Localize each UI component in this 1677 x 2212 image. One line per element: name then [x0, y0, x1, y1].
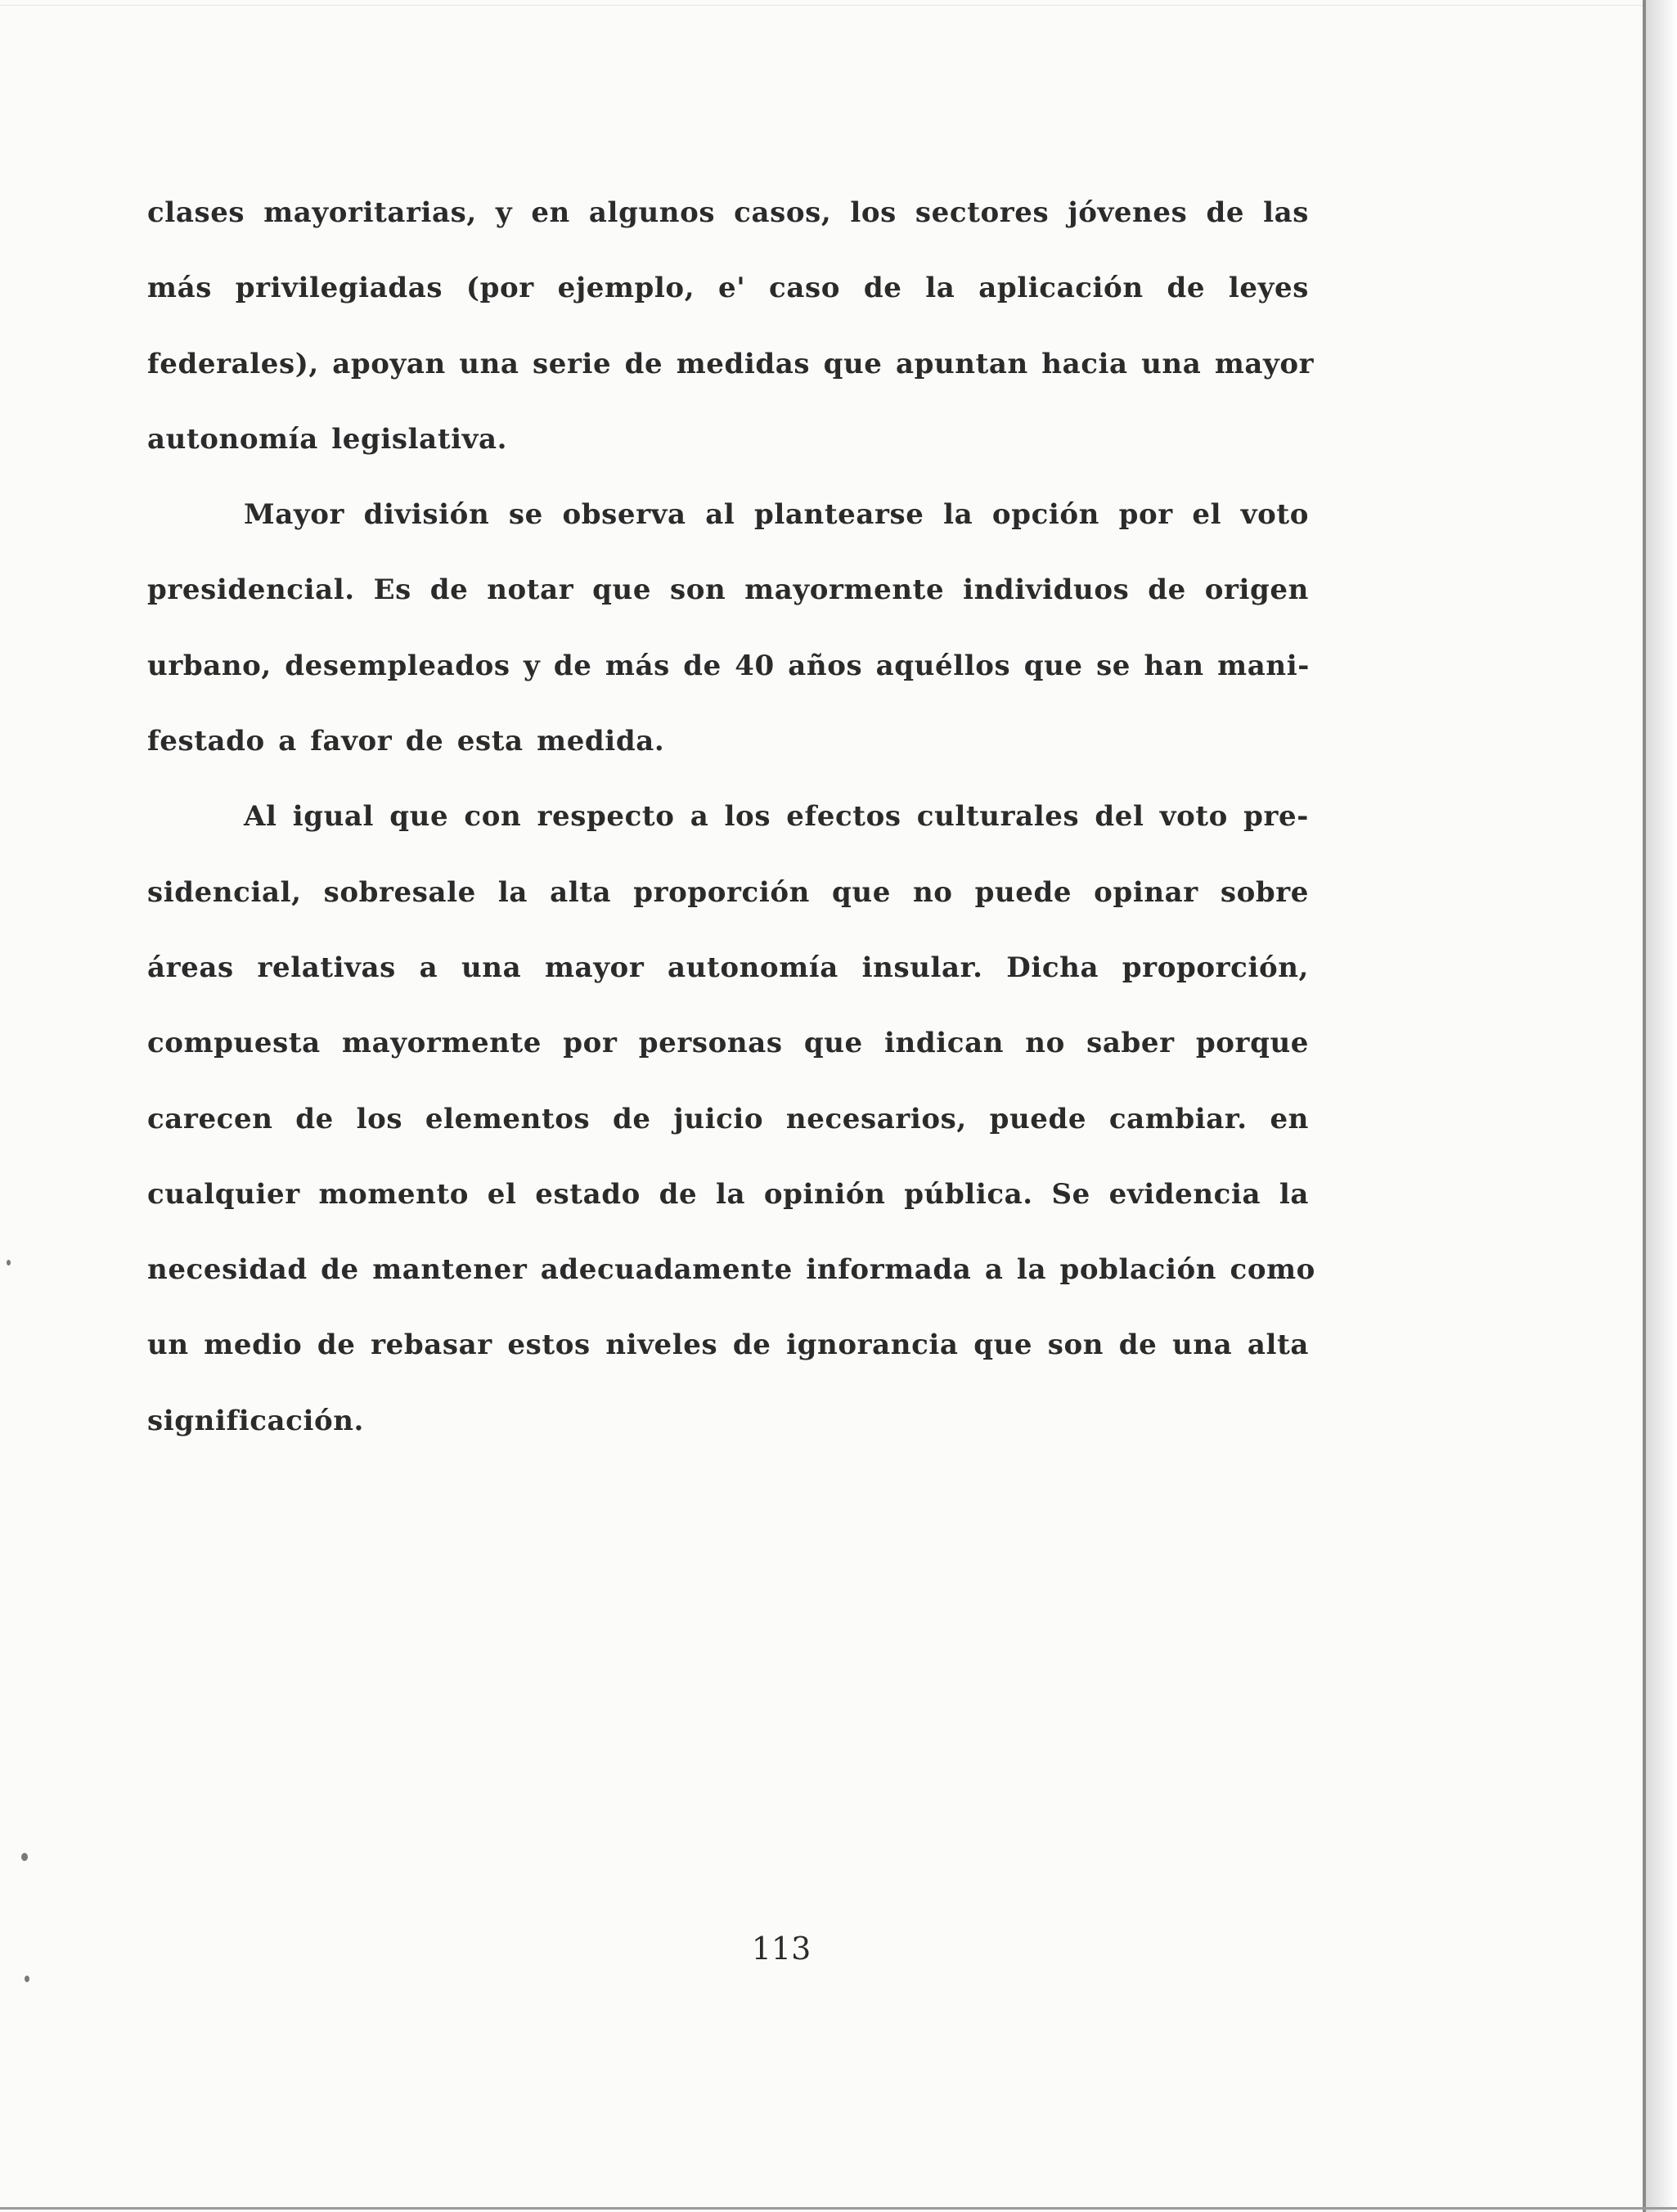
text-line: cualquier momento el estado de la opinión pública. Se evidencia la [147, 1177, 1309, 1211]
text-line: federales), apoyan una serie de medidas que apuntan hacia una mayor [147, 347, 1315, 380]
scan-speck [7, 1260, 11, 1266]
text-line: festado a favor de esta medida. [147, 725, 665, 758]
text-line: significación. [147, 1404, 364, 1437]
text-line: áreas relativas a una mayor autonomía insular. Dicha proporción, [147, 951, 1309, 984]
text-line: Al igual que con respecto a los efectos culturales del voto pre- [244, 800, 1309, 834]
text-line: autonomía legislativa. [147, 422, 508, 456]
scan-bottom-edge [0, 2207, 1677, 2210]
text-line: presidencial. Es de notar que son mayormente individuos de origen [147, 573, 1309, 607]
scan-top-edge [0, 5, 1643, 6]
scan-right-shadow [1646, 0, 1677, 2212]
text-line: más privilegiadas (por ejemplo, e' caso de la aplicación de leyes [147, 272, 1309, 305]
scan-speck [21, 1853, 28, 1861]
text-line: urbano, desempleados y de más de 40 años aquéllos que se han mani- [147, 649, 1310, 682]
text-line: necesidad de mantener adecuadamente informada a la población como [147, 1253, 1315, 1287]
text-line: Mayor división se observa al plantearse la opción por el voto [244, 498, 1309, 532]
scan-speck [25, 1976, 29, 1982]
text-line: carecen de los elementos de juicio necesarios, puede cambiar. en [147, 1102, 1309, 1135]
text-line: clases mayoritarias, y en algunos casos, los sectores jóvenes de las [147, 196, 1309, 229]
text-line: compuesta mayormente por personas que indican no saber porque [147, 1027, 1309, 1060]
text-line: un medio de rebasar estos niveles de ignorancia que son de una alta [147, 1329, 1309, 1362]
text-line: sidencial, sobresale la alta proporción que no puede opinar sobre [147, 875, 1309, 909]
body-text [147, 175, 1315, 1459]
page-number: 113 [751, 1931, 812, 1967]
